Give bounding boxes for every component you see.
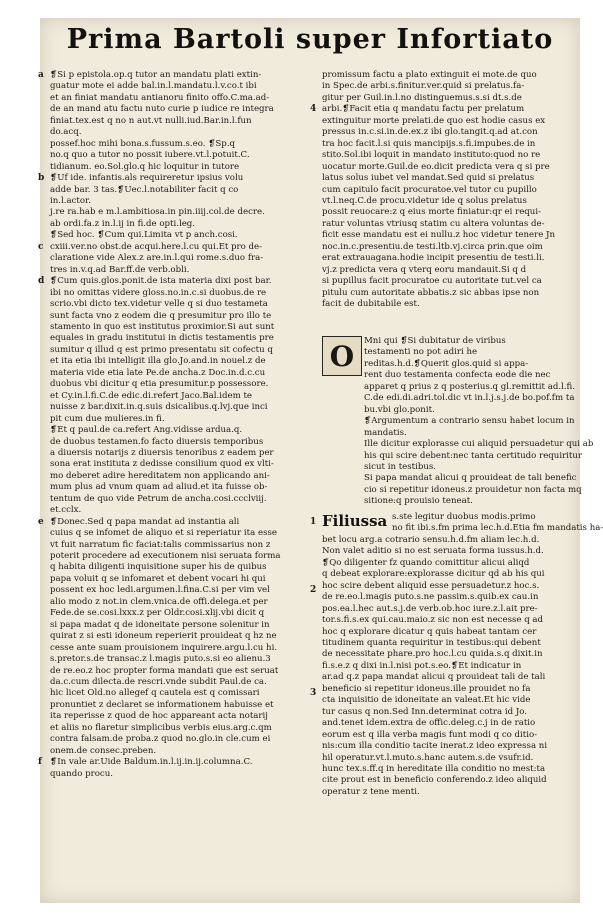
- text-line: et an finiat mandatu antianoru finito offo.C.ma.ad-: [50, 92, 270, 103]
- text-line: ❡Uf ide. infantis.als requireretur ipsius volu: [50, 173, 244, 184]
- text-line: mandatis.: [364, 427, 407, 438]
- text-line: s.ste legitur duobus modis.primo: [392, 512, 536, 522]
- text-line: sitione:q prouisio teneat.: [364, 496, 473, 507]
- text-line: ❡Sed hoc. ❡Cum qui.Limita vt p anch.cosi.: [50, 230, 238, 241]
- text-line: noc.in.c.presentiu.de testi.ltb.vj.circa prin.que oim: [322, 241, 543, 252]
- text-line: rent duo testamenta confecta eode die nec: [364, 370, 551, 381]
- text-line: pit cum due mulieres.in fi.: [50, 413, 165, 424]
- text-line: apparet q prius z q posterius.q gl.remittit ad.l.fi.: [364, 381, 575, 392]
- text-line: tidianum. eo.Sol.glo.q hic loquitur in tutore: [50, 161, 240, 172]
- text-line: de re.eo.z hoc propter forma mandati que est seruat: [50, 665, 279, 676]
- text-line: poterit procedere ad executionem nisi seruata forma: [50, 551, 281, 562]
- text-line: tentum de quo vide Petrum de ancha.cosi.ccclviij.: [50, 493, 267, 504]
- text-line: no fit ibi.s.fm prima lec.h.d.Etia fm mandatis ha-: [392, 523, 603, 534]
- text-line: cio si repetitur idoneus.z prouidetur non facta mq: [364, 484, 582, 495]
- text-line: cxiii.ver.no obst.de acqui.here.l.cu qui.Et pro de-: [50, 241, 263, 252]
- text-line: ab ordi.fa.z in.l.ij in fi.de opti.leg.: [50, 218, 196, 229]
- text-line: titudinem quanta requiritur in testibus:qui debent: [322, 637, 541, 648]
- text-line: facit de dubitabile est.: [322, 299, 420, 310]
- text-line: Non valet aditio si no est seruata forma iussus.h.d.: [322, 546, 544, 557]
- text-line: operatur z tene menti.: [322, 786, 420, 797]
- text-line: tur casus q non.Sed Inn.determinat cotra id Jo.: [322, 706, 528, 717]
- text-line: Fede.de se.cosi.lxxx.z per Oldr.cosi.xlij.vbi dicit q: [50, 608, 265, 619]
- text-line: cuius q se infomet de aliquo et si reperiatur ita esse: [50, 528, 277, 539]
- text-line: pressus in.c.si.in.de.ex.z ibi glo.tangit.q.ad at.con: [322, 127, 538, 138]
- text-line: claratione vide Alex.z are.in.l.qui rome.s.duo fra-: [50, 253, 264, 264]
- margin-mark: d: [38, 276, 45, 286]
- text-line: nis:cum illa conditio tacite inerat.z ideo expressa ni: [322, 741, 548, 752]
- text-line: gitur per Guil.in.l.no distinguemus.s.si dt.s.de: [322, 92, 522, 103]
- text-line: tra hoc facit.l.si quis mancipijs.s.fi.impubes.de in: [322, 138, 536, 149]
- text-line: possef.hoc mihi bona.s.fussum.s.eo. ❡Sp.q: [50, 138, 236, 149]
- right-text-column-top: [322, 70, 577, 311]
- text-line: uocatur morte.Guil.de eo.dicit predicta vera q si pre: [322, 161, 550, 172]
- margin-mark: a: [38, 70, 44, 80]
- text-line: ❡Argumentum a contrario sensu habet locum in: [364, 416, 575, 427]
- text-line: equales in gradu institutui in dictis testamentis pre: [50, 333, 274, 344]
- text-line: et aliis no flaretur simplicibus verbis eius.arg.c.qm: [50, 722, 272, 733]
- text-line: ita reperisse z quod de hoc appareant acta notarij: [50, 711, 268, 722]
- text-line: in.l.actor.: [50, 195, 91, 206]
- text-line: latus solus iubet vel mandat.Sed quid si prelatus: [322, 173, 535, 184]
- text-line: ❡In vale ar.Uide Baldum.in.l.ij.in.ij.columna.C.: [50, 757, 253, 768]
- text-line: bet locu arg.a cotrario sensu.h.d.fm aliam lec.h.d.: [322, 534, 540, 545]
- page-title: Prima Bartoli super Infortiato: [66, 24, 554, 55]
- text-line: cum capitulo facit procuratoe.vel tutor cu pupillo: [322, 184, 537, 195]
- text-line: de an mand atu factu nuto curie p iudice re integra: [50, 104, 274, 115]
- text-line: ibi no omittas videre gloss.no.in.c.si duobus.de re: [50, 287, 267, 298]
- text-line: sunt facta vno z eodem die q presumitur pro illo te: [50, 310, 272, 321]
- text-line: duobus vbi dicitur q etia presumitur.p possessore.: [50, 379, 269, 390]
- book-page: [38, 18, 603, 903]
- text-line: possent ex hoc ledi.argumen.l.fina.C.si per vim vel: [50, 585, 270, 596]
- text-line: stito.Sol.ibi loquit in mandato instituto:quod no re: [322, 150, 541, 161]
- text-line: tres in.v.q.ad Bar.ff.de verb.obli.: [50, 264, 190, 275]
- text-line: ratur voluntas vtriusq statim cu altera voluntas de-: [322, 218, 545, 229]
- text-line: sicut in testibus.: [364, 461, 437, 472]
- text-line: da.c.cum dilecta.de rescri.vnde subdit Paul.de ca.: [50, 677, 267, 688]
- text-line: ❡Et q paul.de ca.refert Ang.vidisse ardua.q.: [50, 425, 243, 436]
- text-line: cesse ante suam prouisionem inquirere.argu.l.cu hi.: [50, 642, 278, 653]
- text-line: si pupillus facit procuratoe cu autoritate tut.vel ca: [322, 276, 542, 287]
- text-line: hoc scire debent aliquid esse persuadetur.z hoc.s.: [322, 580, 540, 591]
- text-line: vt fuit narratum fic faciat:talis commissarius non z: [50, 539, 271, 550]
- text-line: adde bar. 3 tas.❡Uec.l.notabiliter facit q co: [50, 184, 239, 195]
- text-line: sona erat instituta z dedisse consilium quod ex vlti-: [50, 459, 274, 470]
- text-line: ❡Donec.Sed q papa mandat ad instantia ali: [50, 516, 240, 527]
- text-line: pitulu cum autoritate abbatis.z sic abbas ipse non: [322, 287, 540, 298]
- text-line: stamento in quo est institutus proximior.Si aut sunt: [50, 321, 275, 332]
- text-line: quando procu.: [50, 768, 113, 779]
- margin-mark: b: [38, 173, 45, 183]
- text-line: cta inquisitio de idoneitate an valeat.Et hic vide: [322, 695, 531, 706]
- text-line: his qui scire debent:nec tanta certitudo requiritur: [364, 450, 583, 461]
- text-line: sumitur q illud q est primo presentatu sit cofectu q: [50, 344, 273, 355]
- text-line: ❡Qo diligenter fz quando comittitur alicui aliqd: [322, 557, 530, 568]
- decorated-initial: O: [322, 336, 362, 376]
- text-line: fi.s.e.z q dixi in.l.nisi pot.s.eo.❡Et indicatur in: [322, 660, 522, 671]
- margin-mark: 2: [310, 585, 317, 595]
- text-line: quirat z si esti idoneum reperierit prouideat q hz ne: [50, 631, 277, 642]
- text-line: extinguitur morte prelati.de quo est hodie casus ex: [322, 115, 546, 126]
- margin-mark: f: [38, 757, 42, 767]
- margin-mark: 4: [310, 104, 317, 114]
- text-line: and.tenet idem.extra de offic.deleg.c.j in de ratio: [322, 718, 536, 729]
- text-line: finiat.tex.est q no n aut.vt nulli.iud.Bar.in.l.fun: [50, 115, 252, 126]
- text-line: s.pretor.s.de transac.z l.magis puto.s.si eo alienu.3: [50, 654, 271, 665]
- text-line: hoc q explorare dicatur q quis habeat tantam cer: [322, 626, 537, 637]
- text-line: erat extrauagana.hodie incipit presentiu de testi.li.: [322, 253, 545, 264]
- margin-mark: 1: [310, 517, 317, 527]
- left-text-column: [50, 70, 305, 780]
- margin-mark: c: [38, 242, 44, 252]
- text-line: de necessitate phare.pro hoc.l.cu quida.s.q dixit.in: [322, 649, 543, 660]
- text-line: reditas.h.d.❡Querit glos.quid si appa-: [364, 358, 529, 369]
- text-line: mum plus ad vnum quam ad aliud.et ita fuisse ob-: [50, 482, 268, 493]
- text-line: ❡Cum quis.glos.ponit.de ista materia dixi post bar.: [50, 276, 272, 287]
- text-line: beneficio si repetitur idoneus.ille prouidet no fa: [322, 683, 531, 694]
- text-line: de re.eo.l.magis puto.s.ne passim.s.quib.ex cau.in: [322, 592, 539, 603]
- text-line: alio modo z not.in clem.vnica.de offi.delega.et per: [50, 596, 268, 607]
- text-line: pronuntiet z declaret se informationem habuisse et: [50, 699, 274, 710]
- text-line: vt.l.neq.C.de procu.videtur ide q solus prelatus: [322, 195, 527, 206]
- text-line: cite prout est in beneficio conferendo.z ideo aliquid: [322, 775, 547, 786]
- text-line: testamenti no pot adiri he: [364, 347, 478, 358]
- text-line: pos.ea.l.hec aut.s.j.de verb.ob.hoc iure.z.l.ait pre-: [322, 603, 538, 614]
- text-line: no.q quo a tutor no possit iubere.vt.l.potuit.C.: [50, 150, 250, 161]
- text-line: nuisse z bar.dixit.in.q.suis dsicalibus.q.lvj.que inci: [50, 402, 268, 413]
- text-line: C.de edi.di.adri.tol.dic vt in.l.j.s.j.de bo.pof.fm ta: [364, 393, 575, 404]
- text-line: j.re ra.hab e m.l.ambitiosa.in pin.iiij.col.de decre.: [50, 207, 265, 218]
- text-line: de duobus testamen.fo facto diuersis temporibus: [50, 436, 264, 447]
- margin-mark: 3: [310, 688, 317, 698]
- filius-heading: Filiussa: [322, 512, 388, 530]
- text-line: papa voluit q se infomaret et debent vocari hi qui: [50, 573, 266, 584]
- text-line: guatur mote ei adde bal.in.l.mandatu.l.v.co.t ibi: [50, 81, 257, 92]
- text-line: Si papa mandat alicui q prouideat de tali benefic: [364, 473, 577, 484]
- text-line: mo deberet adire hereditatem non applicando ani-: [50, 470, 270, 481]
- text-line: eorum est q illa verba magis funt modi q co ditio-: [322, 729, 538, 740]
- text-line: q habita diligenti inquisitione super his de quibus: [50, 562, 267, 573]
- text-line: scrio.vbi dicto tex.videtur velle q si duo testameta: [50, 299, 268, 310]
- text-line: hic licet Old.no allegef q cautela est q comissari: [50, 688, 260, 699]
- text-line: onem.de consec.preben.: [50, 745, 157, 756]
- text-line: in Spec.de arbi.s.finitur.ver.quid si prelatus.fa-: [322, 81, 525, 92]
- text-line: materia vide etia late Pe.de ancha.z Doc.in.d.c.cu: [50, 367, 266, 378]
- text-line: vj.z predicta vera q vterq eoru mandauit.Si q d: [322, 264, 527, 275]
- text-line: ar.ad q.z papa mandat alicui q prouideat tali de tali: [322, 672, 546, 683]
- text-line: si papa madat q de idoneitate persone solenitur in: [50, 619, 270, 630]
- text-line: hil operatur.vt.l.muto.s.hanc autem.s.de vsufr.id.: [322, 752, 534, 763]
- text-line: Ille dicitur explorasse cui aliquid persuadetur qui ab: [364, 439, 594, 450]
- text-line: a diuersis notarijs z diuersis tenoribus z eadem per: [50, 447, 274, 458]
- text-line: ficit esse mandatu est ei nullu.z hoc videtur tenere Jn: [322, 230, 556, 241]
- text-line: contra falsam.de proba.z quod no.glo.in cle.cum ei: [50, 734, 271, 745]
- text-line: ❡Si p epistola.op.q tutor an mandatu plati extin-: [50, 70, 262, 80]
- text-line: Mni qui ❡Si dubitatur de viribus: [364, 336, 506, 346]
- right-text-column-section: [364, 336, 594, 508]
- text-line: tor.s.fi.s.ex qui.cau.maio.z sic non est necesse q ad: [322, 615, 544, 626]
- text-line: promissum factu a plato extinguit ei mote.de quo: [322, 70, 537, 80]
- text-line: bu.vbi glo.ponit.: [364, 404, 435, 415]
- text-line: hunc tex.s.ff.q in hereditate illa conditio no mest:ta: [322, 763, 546, 774]
- text-line: do.acq.: [50, 127, 82, 138]
- text-line: et.cclx.: [50, 505, 82, 516]
- text-line: et ita etia ibi intelligit illa glo.Jo.and.in nouel.z de: [50, 356, 266, 367]
- margin-mark: e: [38, 517, 44, 527]
- text-line: q debeat explorare:explorasse dicitur qd ab his qui: [322, 569, 545, 580]
- text-line: possit reuocare:z q eius morte finiatur:qr ei requi-: [322, 207, 541, 218]
- text-line: arbi.❡Facit etia q mandatu factu per prelatum: [322, 104, 525, 115]
- text-line: et Cy.in.l.fi.C.de edic.di.refert Jaco.Bal.idem te: [50, 390, 252, 401]
